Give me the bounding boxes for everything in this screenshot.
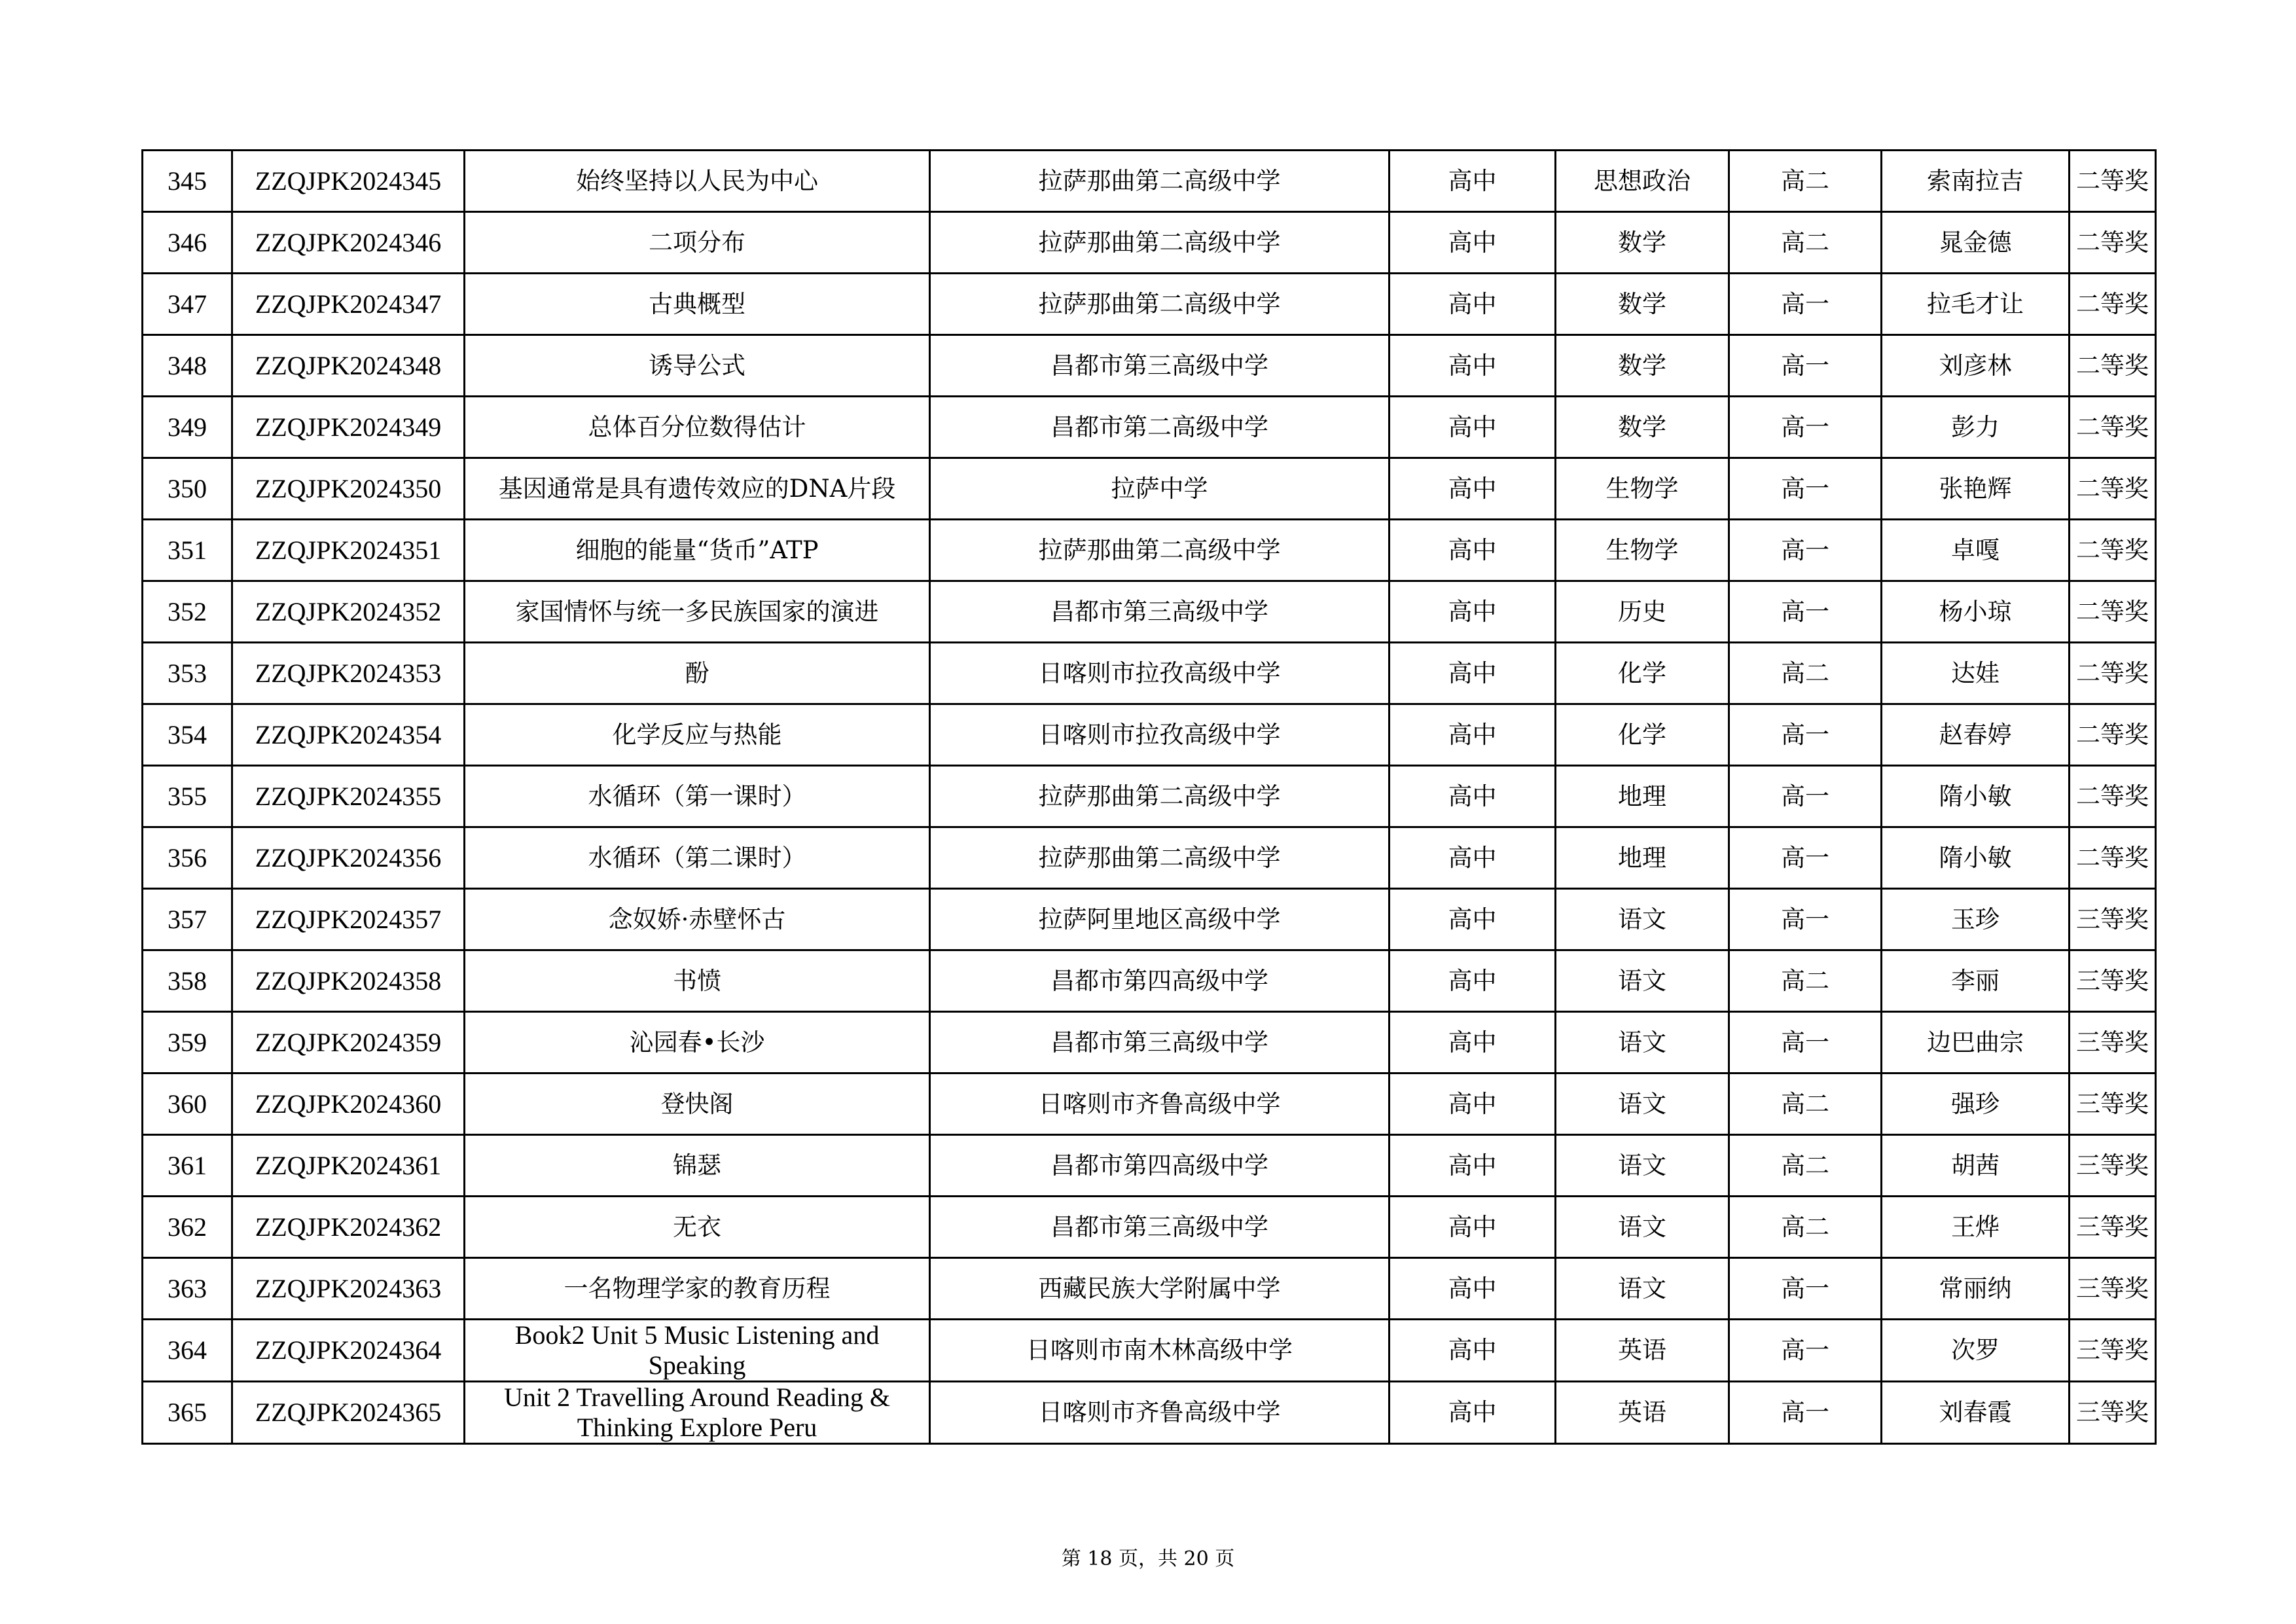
school-level-cell: 高中	[1390, 1197, 1556, 1258]
seq-number-cell: 351	[143, 520, 232, 581]
subject-cell: 英语	[1556, 1382, 1729, 1444]
seq-number-cell: 354	[143, 704, 232, 766]
table-row	[143, 1382, 2156, 1444]
school-cell: 拉萨那曲第二高级中学	[930, 827, 1390, 889]
seq-number-cell: 350	[143, 458, 232, 520]
entry-id-cell: ZZQJPK2024359	[232, 1012, 465, 1074]
seq-number-cell: 358	[143, 950, 232, 1012]
school-level-cell: 高中	[1390, 766, 1556, 827]
entry-id-cell: ZZQJPK2024365	[232, 1382, 465, 1444]
grade-cell: 高一	[1729, 704, 1882, 766]
grade-cell: 高一	[1729, 1320, 1882, 1382]
subject-cell: 数学	[1556, 274, 1729, 335]
school-cell: 拉萨那曲第二高级中学	[930, 151, 1390, 212]
subject-cell: 数学	[1556, 397, 1729, 458]
entry-id-cell: ZZQJPK2024364	[232, 1320, 465, 1382]
table-row	[143, 1320, 2156, 1382]
entry-id-cell: ZZQJPK2024352	[232, 581, 465, 643]
subject-cell: 数学	[1556, 212, 1729, 274]
teacher-cell: 索南拉吉	[1882, 151, 2070, 212]
grade-cell: 高一	[1729, 397, 1882, 458]
lesson-title-cell: 诱导公式	[465, 335, 930, 397]
teacher-cell: 边巴曲宗	[1882, 1012, 2070, 1074]
school-cell: 拉萨那曲第二高级中学	[930, 274, 1390, 335]
seq-number-cell: 356	[143, 827, 232, 889]
school-level-cell: 高中	[1390, 1320, 1556, 1382]
school-cell: 拉萨阿里地区高级中学	[930, 889, 1390, 950]
school-cell: 拉萨中学	[930, 458, 1390, 520]
subject-cell: 语文	[1556, 950, 1729, 1012]
seq-number-cell: 347	[143, 274, 232, 335]
grade-cell: 高一	[1729, 520, 1882, 581]
teacher-cell: 胡茜	[1882, 1135, 2070, 1197]
entry-id-cell: ZZQJPK2024360	[232, 1074, 465, 1135]
award-level-cell: 二等奖	[2070, 643, 2156, 704]
teacher-cell: 常丽纳	[1882, 1258, 2070, 1320]
lesson-title-cell: 古典概型	[465, 274, 930, 335]
table-row	[143, 520, 2156, 581]
subject-cell: 生物学	[1556, 458, 1729, 520]
entry-id-cell: ZZQJPK2024363	[232, 1258, 465, 1320]
teacher-cell: 张艳辉	[1882, 458, 2070, 520]
school-level-cell: 高中	[1390, 1012, 1556, 1074]
entry-id-cell: ZZQJPK2024346	[232, 212, 465, 274]
entry-id-cell: ZZQJPK2024358	[232, 950, 465, 1012]
entry-id-cell: ZZQJPK2024361	[232, 1135, 465, 1197]
school-level-cell: 高中	[1390, 950, 1556, 1012]
award-level-cell: 二等奖	[2070, 704, 2156, 766]
lesson-title-cell: Book2 Unit 5 Music Listening and Speaking	[465, 1320, 930, 1382]
subject-cell: 英语	[1556, 1320, 1729, 1382]
grade-cell: 高一	[1729, 1258, 1882, 1320]
teacher-cell: 隋小敏	[1882, 827, 2070, 889]
award-level-cell: 三等奖	[2070, 889, 2156, 950]
school-cell: 昌都市第四高级中学	[930, 1135, 1390, 1197]
seq-number-cell: 346	[143, 212, 232, 274]
lesson-title-cell: 家国情怀与统一多民族国家的演进	[465, 581, 930, 643]
grade-cell: 高一	[1729, 1382, 1882, 1444]
awards-table	[141, 149, 2157, 1445]
page-footer: 第 18 页，共 20 页	[1061, 1547, 1235, 1570]
grade-cell: 高二	[1729, 212, 1882, 274]
seq-number-cell: 359	[143, 1012, 232, 1074]
grade-cell: 高二	[1729, 1135, 1882, 1197]
table-row	[143, 1197, 2156, 1258]
school-level-cell: 高中	[1390, 581, 1556, 643]
lesson-title-cell: 酚	[465, 643, 930, 704]
lesson-title-cell: 无衣	[465, 1197, 930, 1258]
subject-cell: 语文	[1556, 1197, 1729, 1258]
school-level-cell: 高中	[1390, 335, 1556, 397]
subject-cell: 语文	[1556, 889, 1729, 950]
grade-cell: 高二	[1729, 643, 1882, 704]
school-level-cell: 高中	[1390, 212, 1556, 274]
table-row	[143, 1135, 2156, 1197]
entry-id-cell: ZZQJPK2024357	[232, 889, 465, 950]
lesson-title-cell: 始终坚持以人民为中心	[465, 151, 930, 212]
school-cell: 昌都市第三高级中学	[930, 1197, 1390, 1258]
award-level-cell: 二等奖	[2070, 212, 2156, 274]
grade-cell: 高一	[1729, 766, 1882, 827]
award-level-cell: 二等奖	[2070, 458, 2156, 520]
teacher-cell: 刘春霞	[1882, 1382, 2070, 1444]
grade-cell: 高一	[1729, 1012, 1882, 1074]
award-level-cell: 三等奖	[2070, 1135, 2156, 1197]
teacher-cell: 拉毛才让	[1882, 274, 2070, 335]
school-level-cell: 高中	[1390, 397, 1556, 458]
award-level-cell: 二等奖	[2070, 766, 2156, 827]
school-cell: 日喀则市齐鲁高级中学	[930, 1382, 1390, 1444]
entry-id-cell: ZZQJPK2024345	[232, 151, 465, 212]
seq-number-cell: 349	[143, 397, 232, 458]
grade-cell: 高二	[1729, 1197, 1882, 1258]
subject-cell: 历史	[1556, 581, 1729, 643]
school-level-cell: 高中	[1390, 520, 1556, 581]
seq-number-cell: 357	[143, 889, 232, 950]
subject-cell: 思想政治	[1556, 151, 1729, 212]
seq-number-cell: 365	[143, 1382, 232, 1444]
school-level-cell: 高中	[1390, 1074, 1556, 1135]
subject-cell: 语文	[1556, 1135, 1729, 1197]
school-cell: 昌都市第三高级中学	[930, 581, 1390, 643]
table-row	[143, 643, 2156, 704]
grade-cell: 高一	[1729, 335, 1882, 397]
table-row	[143, 704, 2156, 766]
lesson-title-cell: 水循环（第一课时）	[465, 766, 930, 827]
lesson-title-cell: 细胞的能量“货币”ATP	[465, 520, 930, 581]
school-cell: 日喀则市拉孜高级中学	[930, 643, 1390, 704]
school-cell: 昌都市第二高级中学	[930, 397, 1390, 458]
teacher-cell: 强珍	[1882, 1074, 2070, 1135]
grade-cell: 高二	[1729, 151, 1882, 212]
subject-cell: 数学	[1556, 335, 1729, 397]
award-level-cell: 三等奖	[2070, 1320, 2156, 1382]
school-cell: 日喀则市齐鲁高级中学	[930, 1074, 1390, 1135]
school-level-cell: 高中	[1390, 1135, 1556, 1197]
seq-number-cell: 360	[143, 1074, 232, 1135]
subject-cell: 地理	[1556, 827, 1729, 889]
entry-id-cell: ZZQJPK2024354	[232, 704, 465, 766]
award-level-cell: 三等奖	[2070, 1258, 2156, 1320]
teacher-cell: 彭力	[1882, 397, 2070, 458]
lesson-title-cell: 二项分布	[465, 212, 930, 274]
table-row	[143, 827, 2156, 889]
teacher-cell: 晁金德	[1882, 212, 2070, 274]
award-level-cell: 二等奖	[2070, 151, 2156, 212]
grade-cell: 高二	[1729, 1074, 1882, 1135]
school-cell: 西藏民族大学附属中学	[930, 1258, 1390, 1320]
school-cell: 拉萨那曲第二高级中学	[930, 212, 1390, 274]
table-row	[143, 581, 2156, 643]
teacher-cell: 次罗	[1882, 1320, 2070, 1382]
teacher-cell: 李丽	[1882, 950, 2070, 1012]
table-row	[143, 1012, 2156, 1074]
lesson-title-cell: 总体百分位数得估计	[465, 397, 930, 458]
table-row	[143, 151, 2156, 212]
grade-cell: 高一	[1729, 827, 1882, 889]
teacher-cell: 达娃	[1882, 643, 2070, 704]
teacher-cell: 赵春婷	[1882, 704, 2070, 766]
award-level-cell: 二等奖	[2070, 827, 2156, 889]
table-row	[143, 950, 2156, 1012]
teacher-cell: 杨小琼	[1882, 581, 2070, 643]
seq-number-cell: 363	[143, 1258, 232, 1320]
table-row	[143, 1074, 2156, 1135]
teacher-cell: 卓嘎	[1882, 520, 2070, 581]
seq-number-cell: 345	[143, 151, 232, 212]
table-row	[143, 212, 2156, 274]
table-row	[143, 766, 2156, 827]
teacher-cell: 刘彦林	[1882, 335, 2070, 397]
table-row	[143, 458, 2156, 520]
school-level-cell: 高中	[1390, 827, 1556, 889]
school-level-cell: 高中	[1390, 274, 1556, 335]
school-cell: 昌都市第三高级中学	[930, 1012, 1390, 1074]
grade-cell: 高一	[1729, 581, 1882, 643]
subject-cell: 生物学	[1556, 520, 1729, 581]
seq-number-cell: 355	[143, 766, 232, 827]
award-level-cell: 三等奖	[2070, 1012, 2156, 1074]
seq-number-cell: 353	[143, 643, 232, 704]
seq-number-cell: 352	[143, 581, 232, 643]
table-body	[143, 151, 2156, 1444]
school-level-cell: 高中	[1390, 889, 1556, 950]
subject-cell: 语文	[1556, 1012, 1729, 1074]
school-cell: 日喀则市拉孜高级中学	[930, 704, 1390, 766]
table-row	[143, 335, 2156, 397]
lesson-title-cell: 登快阁	[465, 1074, 930, 1135]
entry-id-cell: ZZQJPK2024351	[232, 520, 465, 581]
award-level-cell: 三等奖	[2070, 1197, 2156, 1258]
teacher-cell: 王烨	[1882, 1197, 2070, 1258]
lesson-title-cell: 沁园春•长沙	[465, 1012, 930, 1074]
entry-id-cell: ZZQJPK2024353	[232, 643, 465, 704]
subject-cell: 化学	[1556, 643, 1729, 704]
school-level-cell: 高中	[1390, 1382, 1556, 1444]
school-level-cell: 高中	[1390, 704, 1556, 766]
school-cell: 昌都市第四高级中学	[930, 950, 1390, 1012]
school-level-cell: 高中	[1390, 1258, 1556, 1320]
table-row	[143, 397, 2156, 458]
seq-number-cell: 361	[143, 1135, 232, 1197]
table-row	[143, 274, 2156, 335]
lesson-title-cell: 念奴娇·赤壁怀古	[465, 889, 930, 950]
subject-cell: 语文	[1556, 1074, 1729, 1135]
entry-id-cell: ZZQJPK2024350	[232, 458, 465, 520]
grade-cell: 高一	[1729, 458, 1882, 520]
school-level-cell: 高中	[1390, 643, 1556, 704]
teacher-cell: 隋小敏	[1882, 766, 2070, 827]
school-cell: 昌都市第三高级中学	[930, 335, 1390, 397]
entry-id-cell: ZZQJPK2024355	[232, 766, 465, 827]
award-level-cell: 二等奖	[2070, 520, 2156, 581]
school-cell: 拉萨那曲第二高级中学	[930, 766, 1390, 827]
subject-cell: 地理	[1556, 766, 1729, 827]
lesson-title-cell: 基因通常是具有遗传效应的DNA片段	[465, 458, 930, 520]
lesson-title-cell: 化学反应与热能	[465, 704, 930, 766]
lesson-title-cell: Unit 2 Travelling Around Reading & Thinking Explore Peru	[465, 1382, 930, 1444]
award-level-cell: 二等奖	[2070, 274, 2156, 335]
entry-id-cell: ZZQJPK2024348	[232, 335, 465, 397]
award-level-cell: 二等奖	[2070, 581, 2156, 643]
school-level-cell: 高中	[1390, 458, 1556, 520]
teacher-cell: 玉珍	[1882, 889, 2070, 950]
lesson-title-cell: 一名物理学家的教育历程	[465, 1258, 930, 1320]
entry-id-cell: ZZQJPK2024356	[232, 827, 465, 889]
entry-id-cell: ZZQJPK2024349	[232, 397, 465, 458]
school-cell: 日喀则市南木林高级中学	[930, 1320, 1390, 1382]
table-row	[143, 1258, 2156, 1320]
award-level-cell: 三等奖	[2070, 1382, 2156, 1444]
lesson-title-cell: 水循环（第二课时）	[465, 827, 930, 889]
entry-id-cell: ZZQJPK2024347	[232, 274, 465, 335]
school-level-cell: 高中	[1390, 151, 1556, 212]
award-level-cell: 二等奖	[2070, 335, 2156, 397]
subject-cell: 化学	[1556, 704, 1729, 766]
lesson-title-cell: 书愤	[465, 950, 930, 1012]
grade-cell: 高二	[1729, 950, 1882, 1012]
award-level-cell: 三等奖	[2070, 950, 2156, 1012]
subject-cell: 语文	[1556, 1258, 1729, 1320]
seq-number-cell: 348	[143, 335, 232, 397]
award-level-cell: 二等奖	[2070, 397, 2156, 458]
grade-cell: 高一	[1729, 274, 1882, 335]
table-row	[143, 889, 2156, 950]
award-level-cell: 三等奖	[2070, 1074, 2156, 1135]
seq-number-cell: 362	[143, 1197, 232, 1258]
seq-number-cell: 364	[143, 1320, 232, 1382]
grade-cell: 高一	[1729, 889, 1882, 950]
entry-id-cell: ZZQJPK2024362	[232, 1197, 465, 1258]
school-cell: 拉萨那曲第二高级中学	[930, 520, 1390, 581]
lesson-title-cell: 锦瑟	[465, 1135, 930, 1197]
